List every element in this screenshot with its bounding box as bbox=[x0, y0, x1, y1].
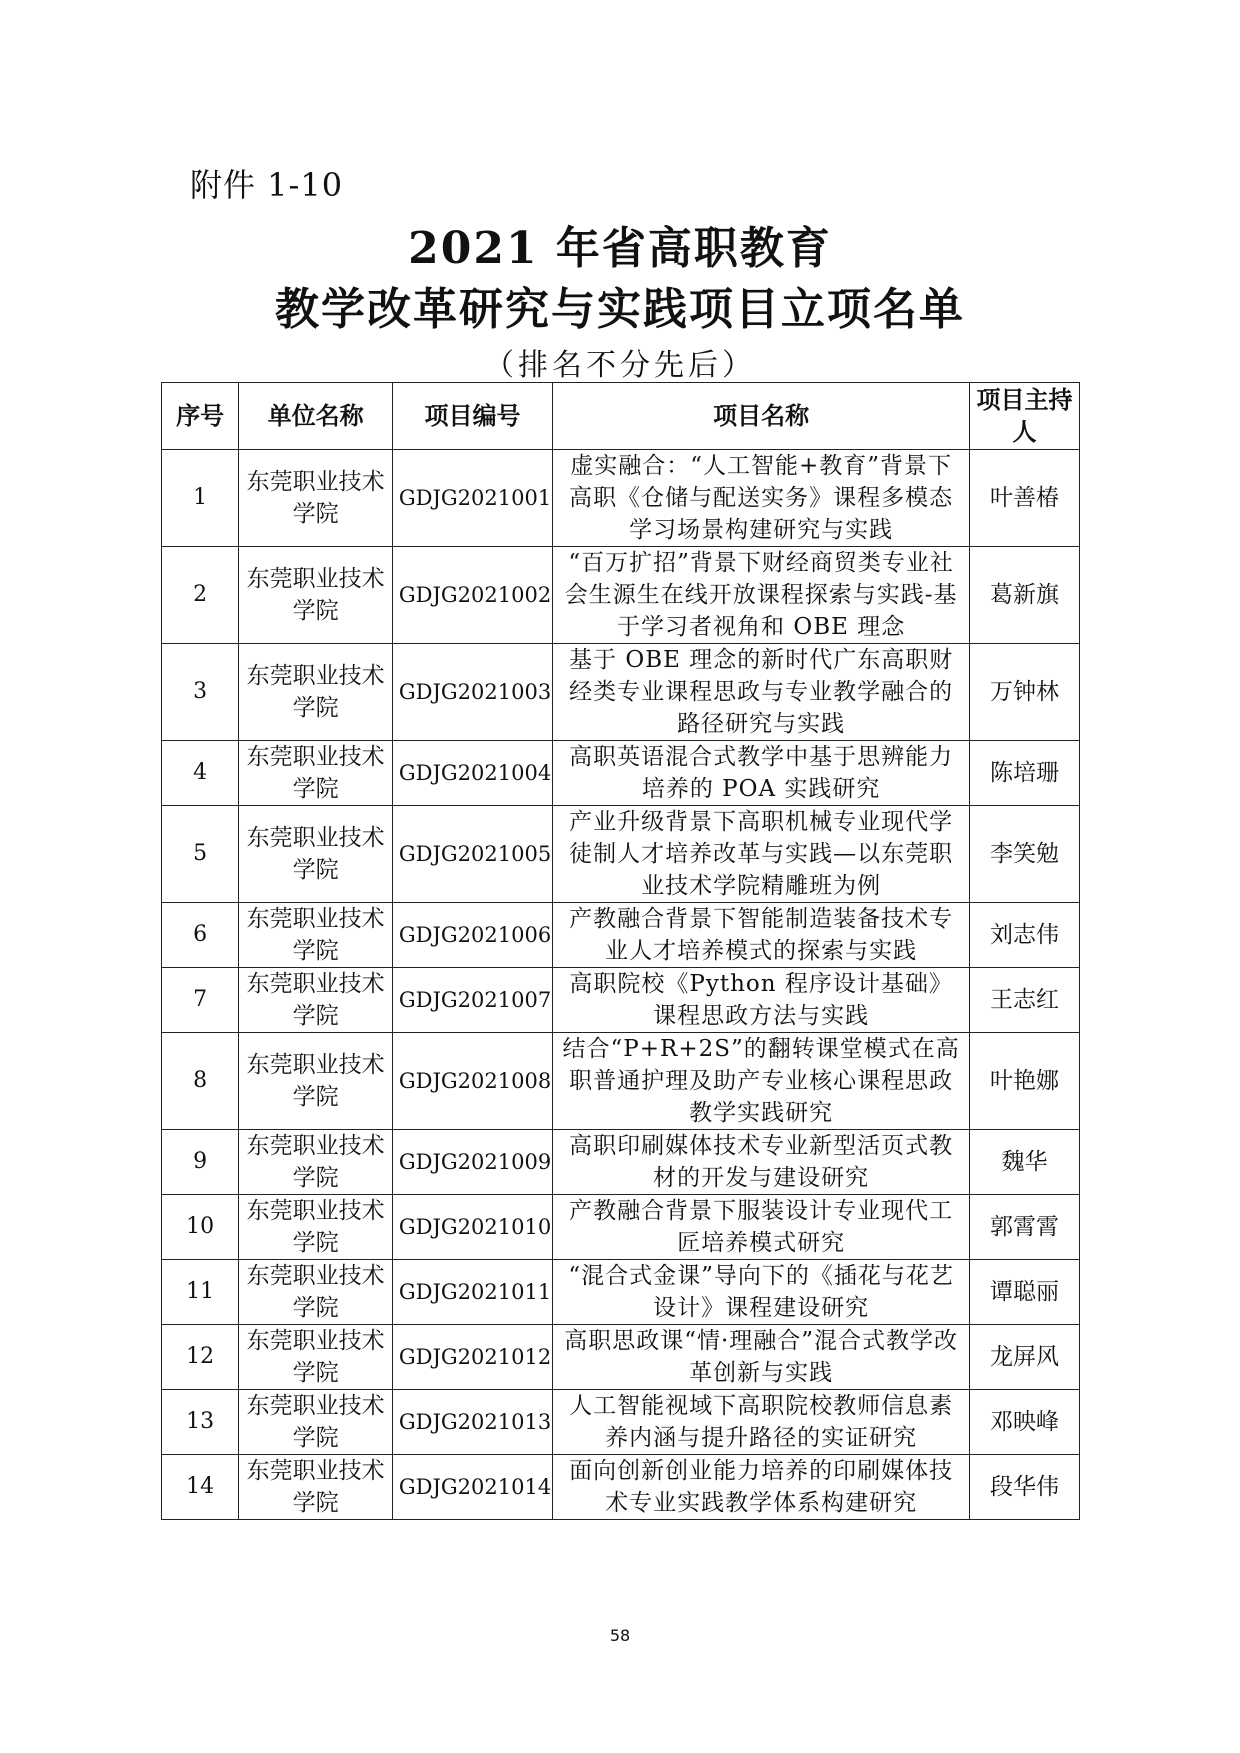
project-host: 葛新旗 bbox=[970, 547, 1080, 644]
row-number: 12 bbox=[162, 1325, 239, 1390]
column-header-name: 项目名称 bbox=[553, 383, 970, 450]
project-name: 人工智能视域下高职院校教师信息素养内涵与提升路径的实证研究 bbox=[553, 1390, 970, 1455]
project-name: 产教融合背景下智能制造装备技术专业人才培养模式的探索与实践 bbox=[553, 903, 970, 968]
table-row bbox=[162, 741, 1080, 806]
project-name: “混合式金课”导向下的《插花与花艺设计》课程建设研究 bbox=[553, 1260, 970, 1325]
project-name: 高职思政课“情·理融合”混合式教学改革创新与实践 bbox=[553, 1325, 970, 1390]
project-code: GDJG2021011 bbox=[392, 1260, 552, 1325]
project-code: GDJG2021006 bbox=[392, 903, 552, 968]
row-number: 5 bbox=[162, 806, 239, 903]
row-number: 1 bbox=[162, 450, 239, 547]
project-code: GDJG2021014 bbox=[392, 1455, 552, 1520]
table-header-row bbox=[162, 383, 1080, 450]
project-code: GDJG2021002 bbox=[392, 547, 552, 644]
row-number: 4 bbox=[162, 741, 239, 806]
unit-name: 东莞职业技术学院 bbox=[239, 741, 393, 806]
unit-name: 东莞职业技术学院 bbox=[239, 1325, 393, 1390]
table-row bbox=[162, 1455, 1080, 1520]
project-host: 魏华 bbox=[970, 1130, 1080, 1195]
project-host: 谭聪丽 bbox=[970, 1260, 1080, 1325]
unit-name: 东莞职业技术学院 bbox=[239, 903, 393, 968]
project-name: 高职院校《Python 程序设计基础》课程思政方法与实践 bbox=[553, 968, 970, 1033]
project-host: 叶艳娜 bbox=[970, 1033, 1080, 1130]
unit-name: 东莞职业技术学院 bbox=[239, 1260, 393, 1325]
project-table bbox=[161, 382, 1080, 1520]
attachment-label: 附件 1-10 bbox=[190, 166, 344, 204]
table-row bbox=[162, 1390, 1080, 1455]
project-code: GDJG2021005 bbox=[392, 806, 552, 903]
project-code: GDJG2021013 bbox=[392, 1390, 552, 1455]
project-host: 万钟林 bbox=[970, 644, 1080, 741]
project-host: 陈培珊 bbox=[970, 741, 1080, 806]
row-number: 11 bbox=[162, 1260, 239, 1325]
project-host: 邓映峰 bbox=[970, 1390, 1080, 1455]
table-row bbox=[162, 1260, 1080, 1325]
project-host: 叶善椿 bbox=[970, 450, 1080, 547]
table-row bbox=[162, 1033, 1080, 1130]
row-number: 9 bbox=[162, 1130, 239, 1195]
project-name: 产教融合背景下服装设计专业现代工匠培养模式研究 bbox=[553, 1195, 970, 1260]
page-number: 58 bbox=[609, 1626, 631, 1645]
document-subtitle: （排名不分先后） bbox=[484, 348, 756, 383]
project-code: GDJG2021003 bbox=[392, 644, 552, 741]
project-name: 虚实融合：“人工智能+教育”背景下高职《仓储与配送实务》课程多模态学习场景构建研究与实践 bbox=[553, 450, 970, 547]
project-name: 结合“P+R+2S”的翻转课堂模式在高职普通护理及助产专业核心课程思政教学实践研究 bbox=[553, 1033, 970, 1130]
project-code: GDJG2021007 bbox=[392, 968, 552, 1033]
unit-name: 东莞职业技术学院 bbox=[239, 806, 393, 903]
unit-name: 东莞职业技术学院 bbox=[239, 1195, 393, 1260]
project-host: 王志红 bbox=[970, 968, 1080, 1033]
document-title-line2: 教学改革研究与实践项目立项名单 bbox=[275, 284, 965, 335]
project-name: 面向创新创业能力培养的印刷媒体技术专业实践教学体系构建研究 bbox=[553, 1455, 970, 1520]
table-row bbox=[162, 1130, 1080, 1195]
project-name: 产业升级背景下高职机械专业现代学徒制人才培养改革与实践—以东莞职业技术学院精雕班为例 bbox=[553, 806, 970, 903]
column-header-no: 序号 bbox=[162, 383, 239, 450]
unit-name: 东莞职业技术学院 bbox=[239, 1033, 393, 1130]
unit-name: 东莞职业技术学院 bbox=[239, 1130, 393, 1195]
table-row bbox=[162, 450, 1080, 547]
column-header-unit: 单位名称 bbox=[239, 383, 393, 450]
row-number: 14 bbox=[162, 1455, 239, 1520]
unit-name: 东莞职业技术学院 bbox=[239, 1455, 393, 1520]
column-header-host: 项目主持人 bbox=[970, 383, 1080, 450]
row-number: 3 bbox=[162, 644, 239, 741]
column-header-code: 项目编号 bbox=[392, 383, 552, 450]
project-name: 基于 OBE 理念的新时代广东高职财经类专业课程思政与专业教学融合的路径研究与实践 bbox=[553, 644, 970, 741]
unit-name: 东莞职业技术学院 bbox=[239, 968, 393, 1033]
unit-name: 东莞职业技术学院 bbox=[239, 547, 393, 644]
project-name: 高职印刷媒体技术专业新型活页式教材的开发与建设研究 bbox=[553, 1130, 970, 1195]
row-number: 8 bbox=[162, 1033, 239, 1130]
project-host: 李笑勉 bbox=[970, 806, 1080, 903]
unit-name: 东莞职业技术学院 bbox=[239, 1390, 393, 1455]
row-number: 13 bbox=[162, 1390, 239, 1455]
table-row bbox=[162, 968, 1080, 1033]
project-name: “百万扩招”背景下财经商贸类专业社会生源生在线开放课程探索与实践-基于学习者视角和 OBE 理念 bbox=[553, 547, 970, 644]
project-host: 龙屏风 bbox=[970, 1325, 1080, 1390]
row-number: 7 bbox=[162, 968, 239, 1033]
project-code: GDJG2021001 bbox=[392, 450, 552, 547]
project-host: 段华伟 bbox=[970, 1455, 1080, 1520]
project-code: GDJG2021008 bbox=[392, 1033, 552, 1130]
table-row bbox=[162, 644, 1080, 741]
table-row bbox=[162, 1325, 1080, 1390]
table-row bbox=[162, 547, 1080, 644]
row-number: 6 bbox=[162, 903, 239, 968]
project-host: 刘志伟 bbox=[970, 903, 1080, 968]
project-host: 郭霄霄 bbox=[970, 1195, 1080, 1260]
unit-name: 东莞职业技术学院 bbox=[239, 450, 393, 547]
unit-name: 东莞职业技术学院 bbox=[239, 644, 393, 741]
project-code: GDJG2021012 bbox=[392, 1325, 552, 1390]
row-number: 10 bbox=[162, 1195, 239, 1260]
document-title-line1: 2021 年省高职教育 bbox=[408, 223, 832, 274]
row-number: 2 bbox=[162, 547, 239, 644]
table-row bbox=[162, 806, 1080, 903]
table-row bbox=[162, 1195, 1080, 1260]
table-row bbox=[162, 903, 1080, 968]
project-name: 高职英语混合式教学中基于思辨能力培养的 POA 实践研究 bbox=[553, 741, 970, 806]
project-code: GDJG2021009 bbox=[392, 1130, 552, 1195]
project-code: GDJG2021004 bbox=[392, 741, 552, 806]
project-code: GDJG2021010 bbox=[392, 1195, 552, 1260]
